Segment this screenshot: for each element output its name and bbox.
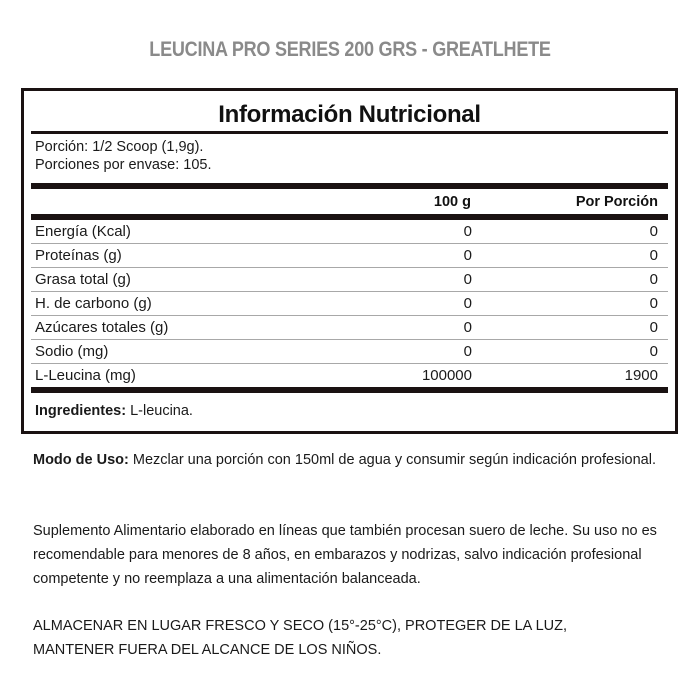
column-header-100g: 100 g <box>433 194 471 210</box>
table-row <box>31 292 668 316</box>
servings-per-container: Porciones por envase: 105. <box>35 157 212 173</box>
value-per-serving: 0 <box>649 223 658 240</box>
value-per-serving: 0 <box>649 271 658 288</box>
serving-size: Porción: 1/2 Scoop (1,9g). <box>35 139 204 155</box>
storage-instructions <box>33 614 673 662</box>
nutrient-name: Energía (Kcal) <box>35 223 131 240</box>
storage-line-2: MANTENER FUERA DEL ALCANCE DE LOS NIÑOS. <box>33 642 382 658</box>
table-row <box>31 244 668 268</box>
nutrient-name: H. de carbono (g) <box>35 295 152 312</box>
nutrient-name: Grasa total (g) <box>35 271 131 288</box>
column-header-per-serving: Por Porción <box>575 194 658 210</box>
table-row <box>31 364 668 387</box>
product-title: LEUCINA PRO SERIES 200 GRS - GREATLHETE <box>149 38 551 61</box>
value-per-serving: 0 <box>649 343 658 360</box>
ingredients <box>35 403 193 419</box>
value-100g: 0 <box>463 223 472 240</box>
value-per-serving: 0 <box>649 295 658 312</box>
nutrient-name: Azúcares totales (g) <box>35 319 169 336</box>
storage-line-1: ALMACENAR EN LUGAR FRESCO Y SECO (15°-25°C), PROTEGER DE LA LUZ, <box>33 618 568 634</box>
usage-text: Mezclar una porción con 150ml de agua y consumir según indicación profesional. <box>128 452 656 468</box>
serving-divider <box>31 183 668 189</box>
value-100g: 0 <box>463 247 472 264</box>
value-100g: 0 <box>463 319 472 336</box>
value-100g: 0 <box>463 343 472 360</box>
nutrient-name: L-Leucina (mg) <box>35 367 136 384</box>
table-row <box>31 340 668 364</box>
value-100g: 100000 <box>421 367 472 384</box>
serving-info <box>35 138 212 174</box>
value-per-serving: 1900 <box>624 367 658 384</box>
nutrition-facts-panel <box>21 88 678 434</box>
table-row <box>31 316 668 340</box>
title-divider <box>31 131 668 134</box>
value-per-serving: 0 <box>649 319 658 336</box>
ingredients-label: Ingredientes: <box>35 403 127 419</box>
table-bottom-divider <box>31 387 668 393</box>
usage-label: Modo de Uso: <box>33 452 129 468</box>
table-row <box>31 268 668 292</box>
nutrition-table <box>31 220 668 387</box>
value-per-serving: 0 <box>649 247 658 264</box>
usage-instructions <box>33 448 673 472</box>
table-row <box>31 220 668 244</box>
nutrient-name: Proteínas (g) <box>35 247 122 264</box>
value-100g: 0 <box>463 295 472 312</box>
value-100g: 0 <box>463 271 472 288</box>
nutrition-title: Información Nutricional <box>218 101 481 128</box>
nutrient-name: Sodio (mg) <box>35 343 109 360</box>
warning-text: Suplemento Alimentario elaborado en líneas que también procesan suero de leche. Su uso no es recomendable para menores de 8 años, en embarazos y nodrizas, salvo indicación profesional competente y no reemplaza a una alimentación balanceada. <box>33 523 657 587</box>
ingredients-value: L-leucina. <box>126 403 193 419</box>
